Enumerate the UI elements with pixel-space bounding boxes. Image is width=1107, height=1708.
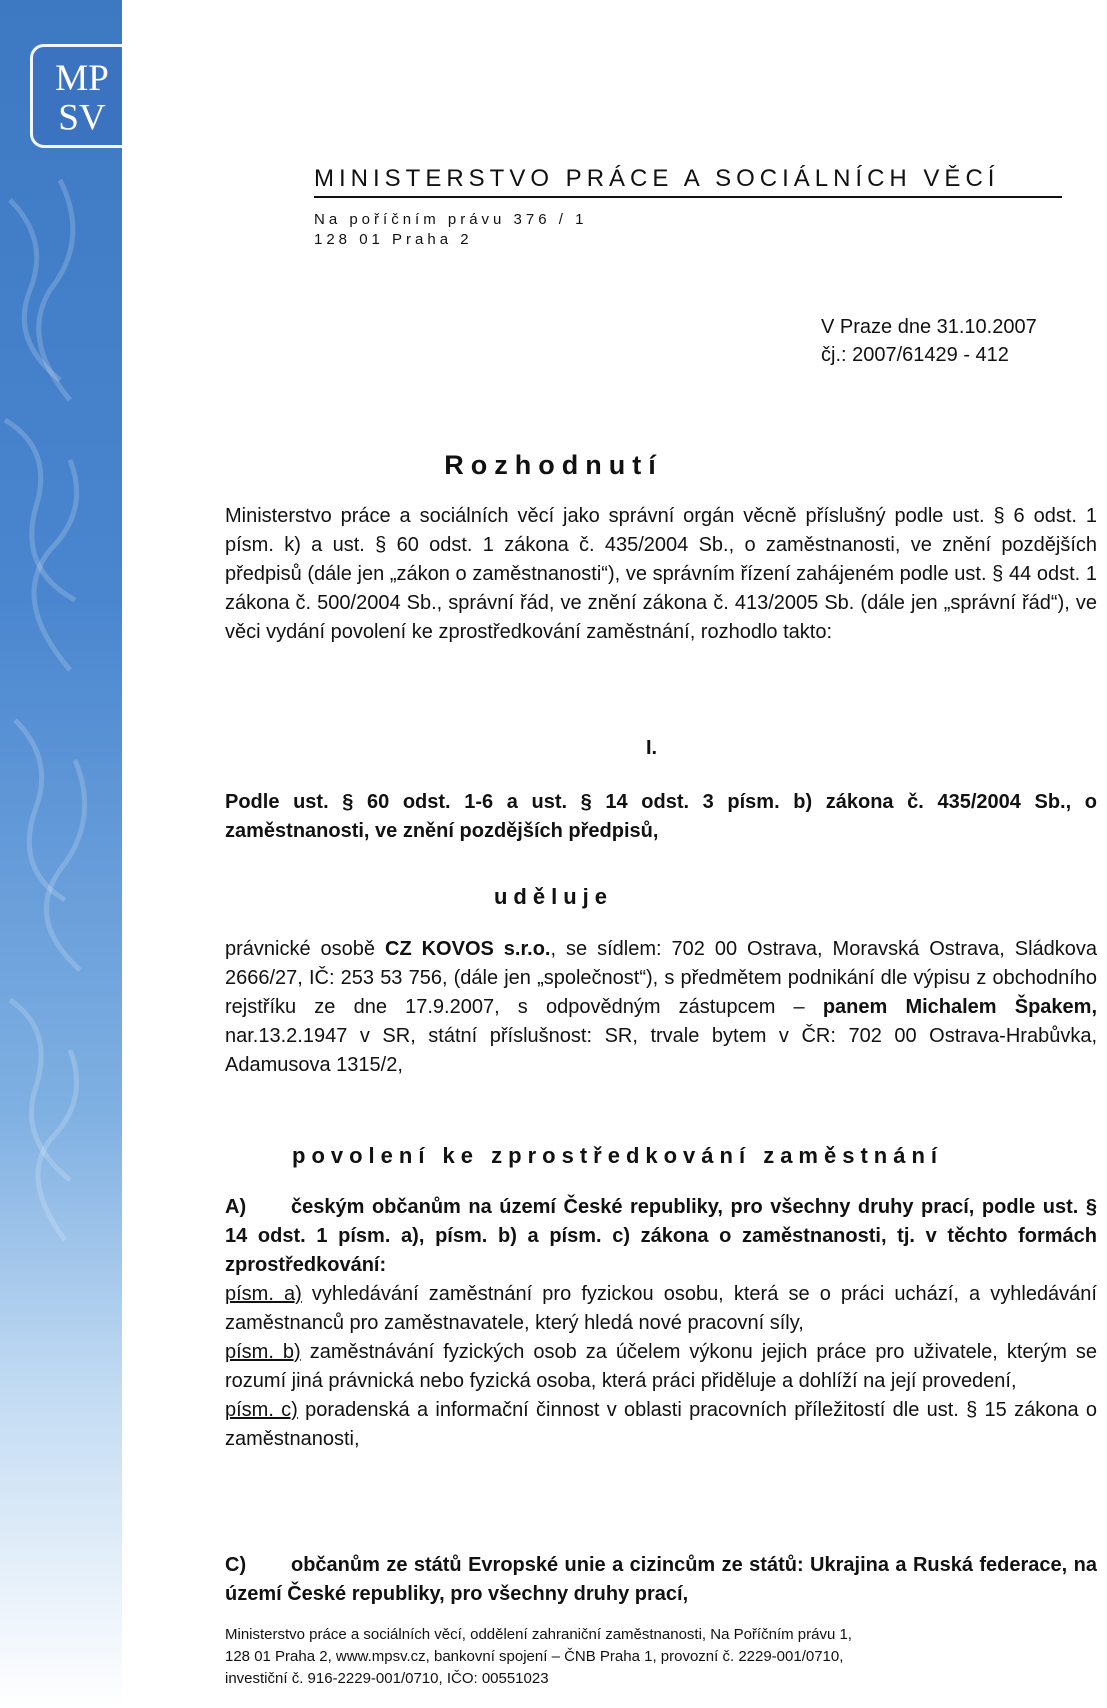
address-line-1: Na poříčním právu 376 / 1 bbox=[314, 211, 588, 228]
section-a-item-b bbox=[225, 1338, 1097, 1396]
section-a-item-c bbox=[225, 1396, 1097, 1454]
mpsv-logo bbox=[30, 44, 122, 148]
item-c-label: písm. c) bbox=[225, 1399, 298, 1421]
page-footer bbox=[225, 1624, 1095, 1690]
sidebar-pattern bbox=[0, 0, 122, 1708]
item-a-text: vyhledávání zaměstnání pro fyzickou osobu, která se o práci uchází, a vyhledávání zaměstnanců pro zaměstnavatele, který hledá nové pracovní síly, bbox=[225, 1283, 1097, 1334]
section-a-heading-text: českým občanům na území České republiky, pro všechny druhy prací, podle ust. § 14 odst. 1 písm. a), písm. b) a písm. c) zákona o zaměstnanosti, tj. v těchto formách zprostředkování: bbox=[225, 1196, 1097, 1276]
decorative-sidebar bbox=[0, 0, 122, 1708]
section-a-item-a bbox=[225, 1280, 1097, 1338]
footer-line-3: investiční č. 916-2229-001/0710, IČO: 00551023 bbox=[225, 1670, 549, 1687]
entity-text-3: nar.13.2.1947 v SR, státní příslušnost: SR, trvale bytem v ČR: 702 00 Ostrava-Hrabůvka, Adamusova 1315/2, bbox=[225, 1025, 1097, 1076]
section-a-label: A) bbox=[225, 1196, 247, 1218]
letterhead bbox=[314, 165, 1062, 250]
intro-paragraph: Ministerstvo práce a sociálních věcí jako správní orgán věcně příslušný podle ust. § 6 odst. 1 písm. k) a ust. § 60 odst. 1 zákona č. 435/2004 Sb., o zaměstnanosti, ve znění pozdějších předpisů (dále jen „zákon o zaměstnanosti“), ve správním řízení zahájeném podle ust. § 44 odst. 1 zákona č. 500/2004 Sb., správní řád, ve znění zákona č. 413/2005 Sb. (dále jen „správní řád“), ve věci vydání povolení ke zprostředkování zaměstnání, rozhodlo takto: bbox=[225, 505, 1097, 643]
logo-text-sv: SV bbox=[58, 97, 106, 139]
entity-paragraph bbox=[225, 935, 1097, 1080]
ministry-address bbox=[314, 210, 1062, 250]
section-c-heading: občanům ze států Evropské unie a cizincům ze států: Ukrajina a Ruská federace, na území České republiky, pro všechny druhy prací, bbox=[225, 1554, 1097, 1605]
section-a bbox=[225, 1193, 1097, 1454]
item-c-text: poradenská a informační činnost v oblasti pracovních příležitostí dle ust. § 15 zákona o zaměstnanosti, bbox=[225, 1399, 1097, 1450]
reference-number: čj.: 2007/61429 - 412 bbox=[821, 344, 1009, 366]
legal-basis: Podle ust. § 60 odst. 1-6 a ust. § 14 odst. 3 písm. b) zákona č. 435/2004 Sb., o zaměstnanosti, ve znění pozdějších předpisů, bbox=[225, 791, 1097, 842]
entity-text-2: , se sídlem: 702 00 Ostrava, Moravská Ostrava, Sládkova 2666/27, IČ: 253 53 756, (dále jen „společnost“), s předmětem podnikání dle výpisu z obchodního rejstříku ze dne 17.9.2007, s odpovědným zástupcem – bbox=[225, 938, 1098, 1018]
footer-line-1: Ministerstvo práce a sociálních věcí, oddělení zahraniční zaměstnanosti, Na Poříčním právu 1, bbox=[225, 1626, 852, 1643]
permit-title: povolení ke zprostředkování zaměstnání bbox=[292, 1143, 944, 1168]
footer-line-2: 128 01 Praha 2, www.mpsv.cz, bankovní spojení – ČNB Praha 1, provozní č. 2229-001/0710, bbox=[225, 1648, 844, 1665]
entity-text-1: právnické osobě bbox=[225, 938, 385, 960]
representative-name: panem Michalem Špakem, bbox=[822, 996, 1098, 1018]
company-name: CZ KOVOS s.r.o. bbox=[385, 938, 551, 960]
place-date: V Praze dne 31.10.2007 bbox=[821, 316, 1037, 338]
address-line-2: 128 01 Praha 2 bbox=[314, 231, 473, 248]
section-roman-numeral: I. bbox=[646, 737, 658, 759]
ministry-name: MINISTERSTVO PRÁCE A SOCIÁLNÍCH VĚCÍ bbox=[314, 165, 1062, 198]
date-reference-block bbox=[821, 313, 1037, 369]
section-c bbox=[225, 1551, 1097, 1609]
item-a-label: písm. a) bbox=[225, 1283, 302, 1305]
section-a-heading bbox=[225, 1193, 1097, 1280]
logo-text-mp: MP bbox=[55, 58, 109, 100]
item-b-label: písm. b) bbox=[225, 1341, 301, 1363]
document-title: Rozhodnutí bbox=[444, 450, 663, 480]
section-c-label: C) bbox=[225, 1554, 247, 1576]
item-b-text: zaměstnávání fyzických osob za účelem výkonu jejich práce pro uživatele, kterým se rozumí jiná právnická nebo fyzická osoba, která práci přiděluje a dohlíží na její provedení, bbox=[225, 1341, 1097, 1392]
decision-verb: uděluje bbox=[493, 884, 613, 909]
